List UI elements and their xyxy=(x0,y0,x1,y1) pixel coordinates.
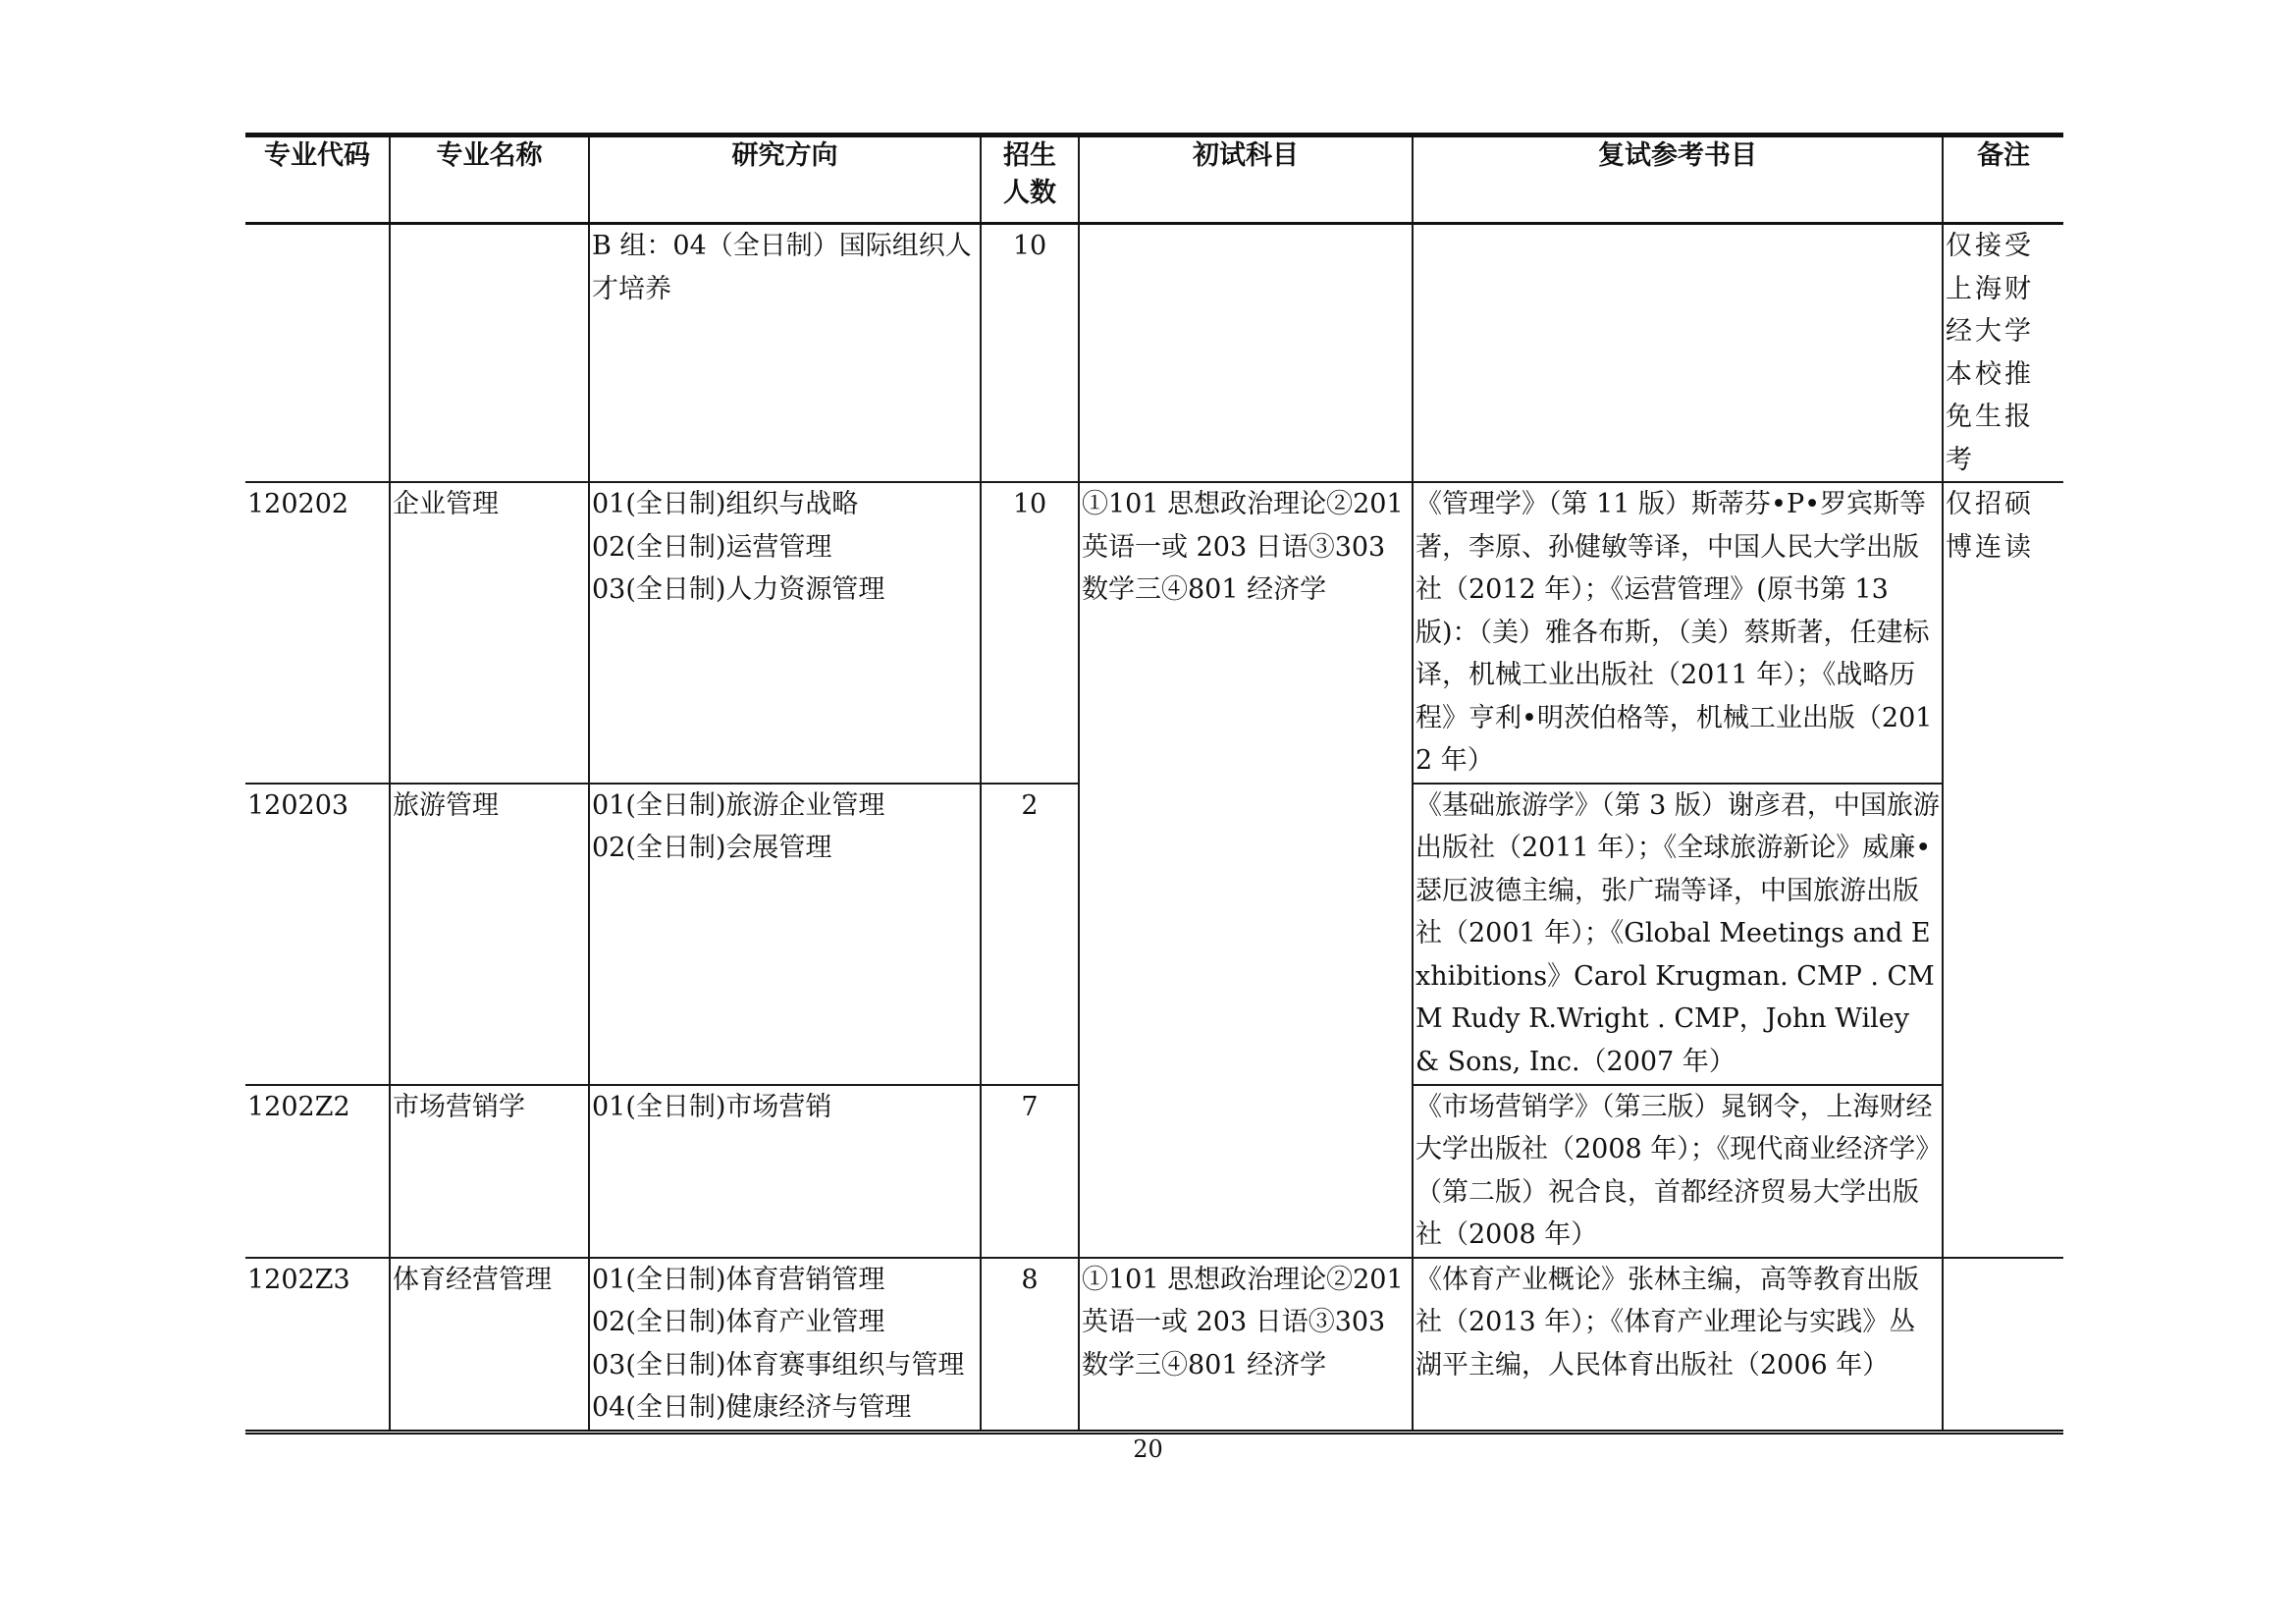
direction-cell xyxy=(589,1085,981,1258)
count-cell: 10 xyxy=(981,224,1079,483)
count-cell: 2 xyxy=(981,784,1079,1085)
page-number: 20 xyxy=(1133,1435,1163,1463)
direction-cell xyxy=(589,1258,981,1433)
subjects-cell: ①101 思想政治理论②201 英语一或 203 日语③303 数学三④801 经济学 xyxy=(1079,482,1413,1258)
major-name-cell xyxy=(390,224,589,483)
direction-item: 04(全日制)健康经济与管理 xyxy=(592,1392,912,1423)
header-exam-subjects: 初试科目 xyxy=(1079,135,1413,224)
remarks-cell: 仅接受上海财经大学本校推免生报考 xyxy=(1943,224,2063,483)
books-cell: 《管理学》（第 11 版）斯蒂芬•P•罗宾斯等著，李原、孙健敏等译，中国人民大学出版社（2012 年）；《运营管理》(原书第 13 版)：（美）雅各布斯，（美）蔡斯著，任建标译，机械工业出版社（2011 年）；《战略历程》亨利•明茨伯格等，机械工业出版（2012 年） xyxy=(1413,482,1943,784)
major-code-cell: 120202 xyxy=(245,482,390,784)
major-code-cell: 1202Z2 xyxy=(245,1085,390,1258)
major-code-cell: 120203 xyxy=(245,784,390,1085)
direction-item: 02(全日制)体育产业管理 xyxy=(592,1307,885,1337)
count-cell: 10 xyxy=(981,482,1079,784)
remarks-cell xyxy=(1943,1258,2063,1433)
direction-item: B 组：04（全日制）国际组织人才培养 xyxy=(592,231,972,304)
header-major-name: 专业名称 xyxy=(390,135,589,224)
books-cell: 《市场营销学》（第三版）晁钢令，上海财经大学出版社（2008 年）；《现代商业经济学》（第二版）祝合良，首都经济贸易大学出版社（2008 年） xyxy=(1413,1085,1943,1258)
direction-item: 02(全日制)会展管理 xyxy=(592,833,832,863)
direction-item: 01(全日制)体育营销管理 xyxy=(592,1264,885,1295)
direction-cell xyxy=(589,224,981,483)
admissions-table xyxy=(245,133,2063,1435)
major-code-cell: 1202Z3 xyxy=(245,1258,390,1433)
direction-cell xyxy=(589,482,981,784)
direction-item: 02(全日制)运营管理 xyxy=(592,531,832,563)
table-header-row xyxy=(245,135,2063,224)
books-cell: 《基础旅游学》（第 3 版）谢彦君，中国旅游出版社（2011 年）；《全球旅游新论》威廉•瑟厄波德主编，张广瑞等译，中国旅游出版社（2001 年）；《Global Meetings and Exhibitions》Carol Krugman. CMP . CMM Rudy R.Wright . CMP，John Wiley & Sons, Inc.（2007 年） xyxy=(1413,784,1943,1085)
major-name-cell: 旅游管理 xyxy=(390,784,589,1085)
major-name-cell: 企业管理 xyxy=(390,482,589,784)
header-remarks: 备注 xyxy=(1943,135,2063,224)
direction-item: 01(全日制)市场营销 xyxy=(592,1091,832,1122)
direction-item: 01(全日制)组织与战略 xyxy=(592,489,859,519)
header-major-code: 专业代码 xyxy=(245,135,390,224)
header-reference-books: 复试参考书目 xyxy=(1413,135,1943,224)
direction-item: 03(全日制)人力资源管理 xyxy=(592,574,885,605)
books-cell: 《体育产业概论》张林主编，高等教育出版社（2013 年）；《体育产业理论与实践》丛湖平主编，人民体育出版社（2006 年） xyxy=(1413,1258,1943,1433)
direction-cell xyxy=(589,784,981,1085)
major-code-cell xyxy=(245,224,390,483)
direction-item: 01(全日制)旅游企业管理 xyxy=(592,789,885,821)
header-research-direction: 研究方向 xyxy=(589,135,981,224)
subjects-cell: ①101 思想政治理论②201 英语一或 203 日语③303 数学三④801 经济学 xyxy=(1079,1258,1413,1433)
table-row xyxy=(245,1258,2063,1433)
table-row xyxy=(245,482,2063,784)
remarks-cell: 仅招硕博连读 xyxy=(1943,482,2063,1258)
direction-item: 03(全日制)体育赛事组织与管理 xyxy=(592,1349,965,1380)
subjects-cell xyxy=(1079,224,1413,483)
count-cell: 7 xyxy=(981,1085,1079,1258)
table-row xyxy=(245,224,2063,483)
major-name-cell: 体育经营管理 xyxy=(390,1258,589,1433)
books-cell xyxy=(1413,224,1943,483)
header-enrollment-count: 招生人数 xyxy=(981,135,1079,224)
major-name-cell: 市场营销学 xyxy=(390,1085,589,1258)
count-cell: 8 xyxy=(981,1258,1079,1433)
